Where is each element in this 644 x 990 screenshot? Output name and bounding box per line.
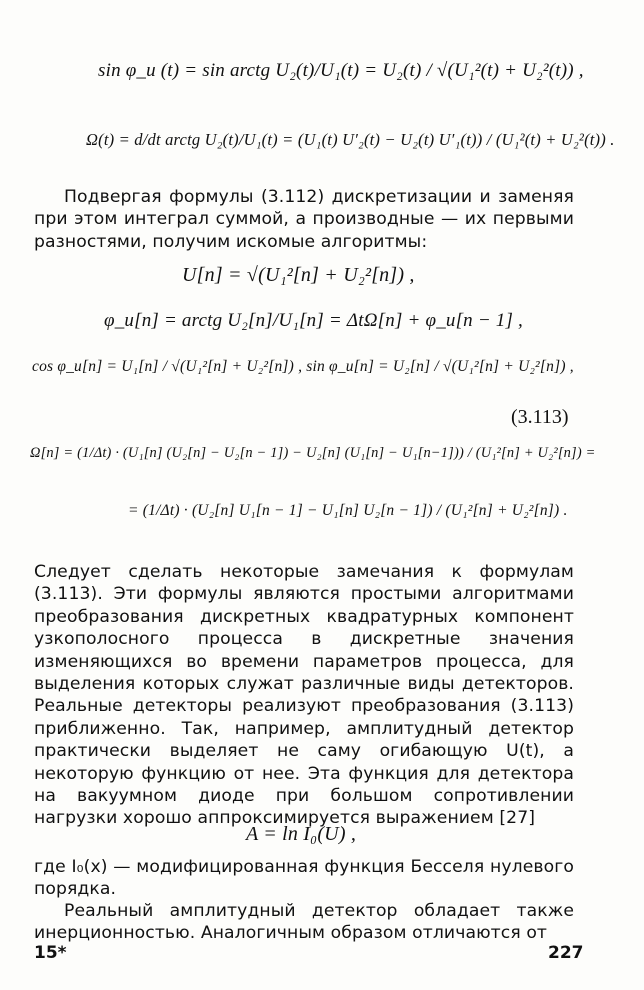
paragraph-intro-text: Подвергая формулы (3.112) дискретизации и заменяя при этом интеграл суммой, а производные — их первыми разностями, получим искомые алгоритмы:: [34, 187, 574, 252]
paragraph-remarks: [34, 561, 574, 830]
formula-phase: φ_u[n] = arctg U₂[n]/U₁[n] = ΔtΩ[n] + φ_u[n − 1] ,: [104, 310, 524, 331]
formula-omega-n-line2: = (1/Δt) · (U₂[n] U₁[n − 1] − U₁[n] U₂[n − 1]) / (U₁²[n] + U₂²[n]) .: [128, 502, 568, 519]
formula-omega-n-line1: Ω[n] = (1/Δt) · (U₁[n] (U₂[n] − U₂[n − 1]) − U₂[n] (U₁[n] − U₁[n−1])) / (U₁²[n] + U₂²[n]) =: [30, 445, 596, 461]
paragraph-detector-text: Реальный амплитудный детектор обладает также инерционностью. Аналогичным образом отличаются от: [34, 901, 574, 944]
page-number: 227: [548, 943, 584, 963]
paragraph-intro: [34, 186, 574, 253]
paragraph-detector: [34, 900, 574, 945]
formula-cos-sin: cos φ_u[n] = U₁[n] / √(U₁²[n] + U₂²[n]) , sin φ_u[n] = U₂[n] / √(U₁²[n] + U₂²[n]) ,: [32, 358, 574, 375]
formula-sin-phi: sin φ_u (t) = sin arctg U₂(t)/U₁(t) = U₂(t) / √(U₁²(t) + U₂²(t)) ,: [98, 60, 584, 81]
formula-amplitude: U[n] = √(U₁²[n] + U₂²[n]) ,: [182, 264, 415, 286]
paragraph-bessel-note-text: где I₀(x) — модифицированная функция Бесселя нулевого порядка.: [34, 857, 574, 900]
equation-number: (3.113): [511, 406, 569, 428]
signature-mark: 15*: [34, 943, 67, 963]
paragraph-bessel-note: [34, 856, 574, 901]
paragraph-remarks-text: Следует сделать некоторые замечания к формулам (3.113). Эти формулы являются простыми алгоритмами преобразования дискретных квадратурных компонент узкополосного процесса в дискретные значения изменяющихся во времени параметров процесса, для выделения которых служат различные виды детекторов. Реальные детекторы реализуют преобразования (3.113) приближенно. Так, например, амплитудный детектор практически выделяет не саму огибающую U(t), а некоторую функцию от нее. Эта функция для детектора на вакуумном диоде при большом сопротивлении нагрузки хорошо аппроксимируется выражением [27]: [34, 562, 574, 829]
formula-omega-t: Ω(t) = d/dt arctg U₂(t)/U₁(t) = (U₁(t) U′₂(t) − U₂(t) U′₁(t)) / (U₁²(t) + U₂²(t)) .: [86, 130, 615, 149]
formula-bessel: A = ln I₀(U) ,: [246, 823, 357, 845]
